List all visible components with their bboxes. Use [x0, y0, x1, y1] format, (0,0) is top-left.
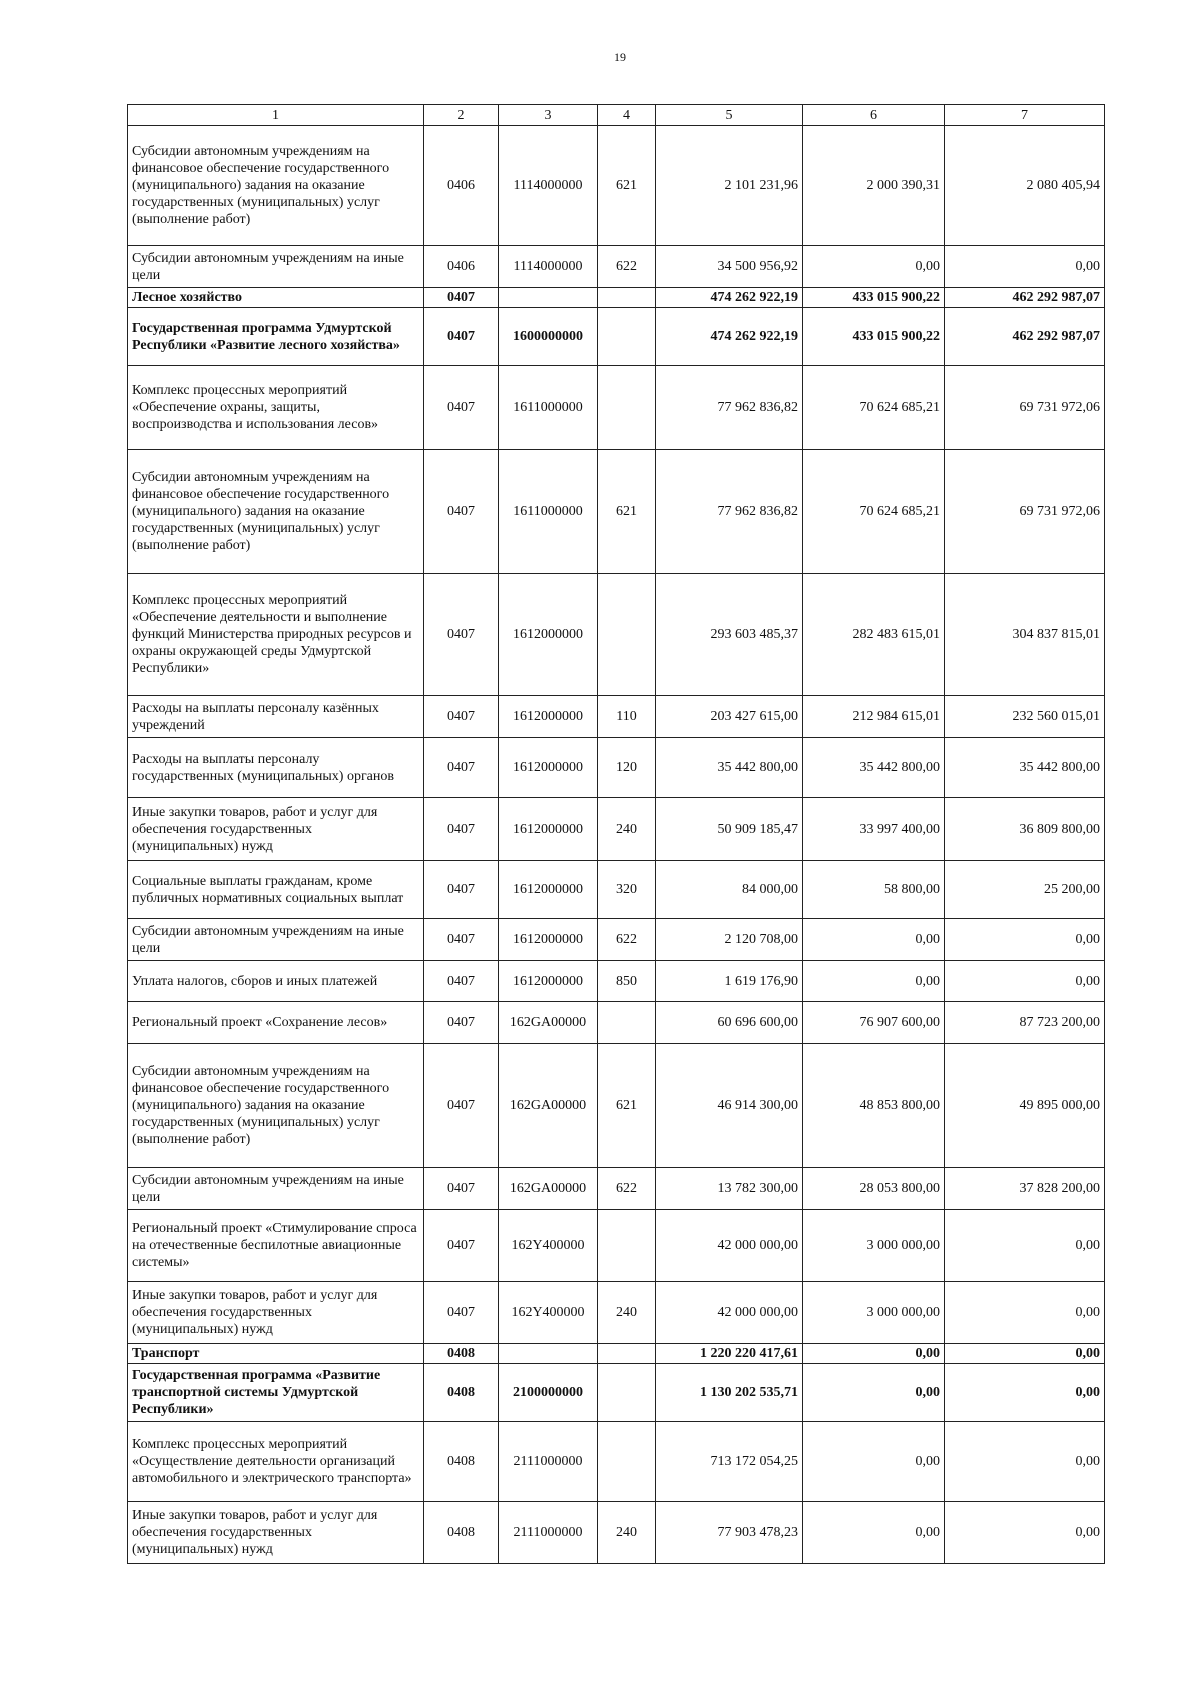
section-code-cell: 0407 [424, 450, 499, 574]
table-row [128, 696, 1105, 738]
target-code-cell: 1612000000 [499, 961, 598, 1002]
section-code-cell: 0408 [424, 1364, 499, 1422]
table-body [128, 126, 1105, 1564]
amount-col7-cell: 37 828 200,00 [945, 1168, 1105, 1210]
row-name-cell: Региональный проект «Сохранение лесов» [128, 1002, 424, 1044]
section-code-cell: 0406 [424, 126, 499, 246]
target-code-cell: 1611000000 [499, 366, 598, 450]
target-code-cell: 1612000000 [499, 574, 598, 696]
table-row [128, 1210, 1105, 1282]
amount-col6-cell: 28 053 800,00 [803, 1168, 945, 1210]
amount-col5-cell: 203 427 615,00 [656, 696, 803, 738]
amount-col7-cell: 232 560 015,01 [945, 696, 1105, 738]
expense-type-cell [598, 1002, 656, 1044]
section-code-cell: 0407 [424, 308, 499, 366]
column-header: 6 [803, 105, 945, 126]
column-header: 5 [656, 105, 803, 126]
table-row [128, 246, 1105, 288]
amount-col7-cell: 0,00 [945, 961, 1105, 1002]
amount-col7-cell: 0,00 [945, 1422, 1105, 1502]
amount-col6-cell: 0,00 [803, 246, 945, 288]
amount-col7-cell: 49 895 000,00 [945, 1044, 1105, 1168]
table-row [128, 861, 1105, 919]
amount-col7-cell: 304 837 815,01 [945, 574, 1105, 696]
table-row [128, 798, 1105, 861]
table-row [128, 1364, 1105, 1422]
amount-col6-cell: 3 000 000,00 [803, 1210, 945, 1282]
row-name-cell: Расходы на выплаты персоналу казённых учреждений [128, 696, 424, 738]
section-code-cell: 0407 [424, 696, 499, 738]
target-code-cell: 162GA00000 [499, 1002, 598, 1044]
expense-type-cell [598, 574, 656, 696]
expense-type-cell: 622 [598, 246, 656, 288]
row-name-cell: Иные закупки товаров, работ и услуг для обеспечения государственных (муниципальных) нужд [128, 1502, 424, 1564]
section-code-cell: 0406 [424, 246, 499, 288]
row-name-cell: Субсидии автономным учреждениям на иные цели [128, 1168, 424, 1210]
target-code-cell: 162Y400000 [499, 1282, 598, 1344]
section-code-cell: 0407 [424, 288, 499, 308]
amount-col6-cell: 0,00 [803, 1344, 945, 1364]
expense-type-cell: 240 [598, 1282, 656, 1344]
section-code-cell: 0407 [424, 1002, 499, 1044]
row-name-cell: Субсидии автономным учреждениям на финансовое обеспечение государственного (муниципального) задания на оказание государственных (муниципальных) услуг (выполнение работ) [128, 1044, 424, 1168]
amount-col5-cell: 77 962 836,82 [656, 450, 803, 574]
section-code-cell: 0408 [424, 1344, 499, 1364]
amount-col7-cell: 25 200,00 [945, 861, 1105, 919]
amount-col6-cell: 3 000 000,00 [803, 1282, 945, 1344]
amount-col6-cell: 33 997 400,00 [803, 798, 945, 861]
section-code-cell: 0407 [424, 738, 499, 798]
expense-type-cell [598, 308, 656, 366]
expense-type-cell [598, 1344, 656, 1364]
amount-col6-cell: 35 442 800,00 [803, 738, 945, 798]
target-code-cell: 1612000000 [499, 696, 598, 738]
amount-col6-cell: 0,00 [803, 1502, 945, 1564]
amount-col6-cell: 76 907 600,00 [803, 1002, 945, 1044]
section-code-cell: 0407 [424, 1282, 499, 1344]
target-code-cell: 1612000000 [499, 738, 598, 798]
amount-col6-cell: 70 624 685,21 [803, 366, 945, 450]
row-name-cell: Региональный проект «Стимулирование спроса на отечественные беспилотные авиационные системы» [128, 1210, 424, 1282]
row-name-cell: Социальные выплаты гражданам, кроме публичных нормативных социальных выплат [128, 861, 424, 919]
table-row [128, 1344, 1105, 1364]
row-name-cell: Государственная программа «Развитие транспортной системы Удмуртской Республики» [128, 1364, 424, 1422]
table-row [128, 1282, 1105, 1344]
row-name-cell: Комплекс процессных мероприятий «Обеспечение охраны, защиты, воспроизводства и использования лесов» [128, 366, 424, 450]
row-name-cell: Транспорт [128, 1344, 424, 1364]
amount-col5-cell: 77 962 836,82 [656, 366, 803, 450]
amount-col5-cell: 77 903 478,23 [656, 1502, 803, 1564]
amount-col7-cell: 0,00 [945, 246, 1105, 288]
expense-type-cell: 850 [598, 961, 656, 1002]
amount-col5-cell: 293 603 485,37 [656, 574, 803, 696]
expense-type-cell: 622 [598, 1168, 656, 1210]
target-code-cell: 162GA00000 [499, 1044, 598, 1168]
amount-col6-cell: 2 000 390,31 [803, 126, 945, 246]
table-row [128, 450, 1105, 574]
table-row [128, 738, 1105, 798]
row-name-cell: Субсидии автономным учреждениям на иные цели [128, 919, 424, 961]
table-row [128, 1502, 1105, 1564]
amount-col5-cell: 2 120 708,00 [656, 919, 803, 961]
target-code-cell: 1600000000 [499, 308, 598, 366]
amount-col7-cell: 35 442 800,00 [945, 738, 1105, 798]
table-row [128, 574, 1105, 696]
amount-col5-cell: 46 914 300,00 [656, 1044, 803, 1168]
section-code-cell: 0407 [424, 961, 499, 1002]
expense-type-cell [598, 1422, 656, 1502]
amount-col7-cell: 69 731 972,06 [945, 366, 1105, 450]
table-row [128, 366, 1105, 450]
amount-col7-cell: 69 731 972,06 [945, 450, 1105, 574]
amount-col5-cell: 42 000 000,00 [656, 1210, 803, 1282]
target-code-cell: 162GA00000 [499, 1168, 598, 1210]
target-code-cell: 1612000000 [499, 798, 598, 861]
section-code-cell: 0407 [424, 574, 499, 696]
row-name-cell: Уплата налогов, сборов и иных платежей [128, 961, 424, 1002]
amount-col6-cell: 212 984 615,01 [803, 696, 945, 738]
amount-col5-cell: 34 500 956,92 [656, 246, 803, 288]
target-code-cell: 2100000000 [499, 1364, 598, 1422]
section-code-cell: 0408 [424, 1422, 499, 1502]
target-code-cell: 1114000000 [499, 246, 598, 288]
amount-col5-cell: 1 619 176,90 [656, 961, 803, 1002]
target-code-cell: 2111000000 [499, 1422, 598, 1502]
row-name-cell: Субсидии автономным учреждениям на иные цели [128, 246, 424, 288]
amount-col7-cell: 462 292 987,07 [945, 288, 1105, 308]
row-name-cell: Субсидии автономным учреждениям на финансовое обеспечение государственного (муниципального) задания на оказание государственных (муниципальных) услуг (выполнение работ) [128, 126, 424, 246]
expense-type-cell [598, 366, 656, 450]
target-code-cell: 1612000000 [499, 861, 598, 919]
amount-col6-cell: 433 015 900,22 [803, 288, 945, 308]
amount-col5-cell: 84 000,00 [656, 861, 803, 919]
expense-type-cell: 110 [598, 696, 656, 738]
row-name-cell: Субсидии автономным учреждениям на финансовое обеспечение государственного (муниципального) задания на оказание государственных (муниципальных) услуг (выполнение работ) [128, 450, 424, 574]
amount-col7-cell: 462 292 987,07 [945, 308, 1105, 366]
table-row [128, 126, 1105, 246]
expense-type-cell [598, 288, 656, 308]
row-name-cell: Лесное хозяйство [128, 288, 424, 308]
header-row [128, 105, 1105, 126]
expense-type-cell: 120 [598, 738, 656, 798]
expense-type-cell: 320 [598, 861, 656, 919]
table-row [128, 288, 1105, 308]
amount-col6-cell: 0,00 [803, 1364, 945, 1422]
row-name-cell: Иные закупки товаров, работ и услуг для обеспечения государственных (муниципальных) нужд [128, 798, 424, 861]
amount-col7-cell: 0,00 [945, 1364, 1105, 1422]
section-code-cell: 0407 [424, 919, 499, 961]
target-code-cell: 2111000000 [499, 1502, 598, 1564]
amount-col6-cell: 0,00 [803, 1422, 945, 1502]
amount-col6-cell: 48 853 800,00 [803, 1044, 945, 1168]
amount-col5-cell: 474 262 922,19 [656, 308, 803, 366]
amount-col7-cell: 2 080 405,94 [945, 126, 1105, 246]
expense-type-cell [598, 1210, 656, 1282]
table-row [128, 1422, 1105, 1502]
amount-col6-cell: 0,00 [803, 961, 945, 1002]
expense-type-cell: 621 [598, 126, 656, 246]
amount-col6-cell: 0,00 [803, 919, 945, 961]
target-code-cell: 162Y400000 [499, 1210, 598, 1282]
table-row [128, 308, 1105, 366]
expense-type-cell: 621 [598, 1044, 656, 1168]
target-code-cell: 1114000000 [499, 126, 598, 246]
expense-type-cell: 622 [598, 919, 656, 961]
amount-col5-cell: 13 782 300,00 [656, 1168, 803, 1210]
column-header: 1 [128, 105, 424, 126]
amount-col5-cell: 474 262 922,19 [656, 288, 803, 308]
expense-type-cell: 240 [598, 1502, 656, 1564]
table-row [128, 1168, 1105, 1210]
amount-col7-cell: 0,00 [945, 919, 1105, 961]
amount-col6-cell: 433 015 900,22 [803, 308, 945, 366]
amount-col5-cell: 42 000 000,00 [656, 1282, 803, 1344]
amount-col7-cell: 0,00 [945, 1210, 1105, 1282]
target-code-cell: 1612000000 [499, 919, 598, 961]
expense-type-cell: 621 [598, 450, 656, 574]
amount-col7-cell: 0,00 [945, 1502, 1105, 1564]
row-name-cell: Расходы на выплаты персоналу государственных (муниципальных) органов [128, 738, 424, 798]
amount-col5-cell: 2 101 231,96 [656, 126, 803, 246]
row-name-cell: Комплекс процессных мероприятий «Обеспечение деятельности и выполнение функций Министерства природных ресурсов и охраны окружающей среды Удмуртской Республики» [128, 574, 424, 696]
table-row [128, 1044, 1105, 1168]
column-header: 3 [499, 105, 598, 126]
table-row [128, 919, 1105, 961]
section-code-cell: 0408 [424, 1502, 499, 1564]
amount-col7-cell: 36 809 800,00 [945, 798, 1105, 861]
target-code-cell [499, 288, 598, 308]
amount-col5-cell: 1 130 202 535,71 [656, 1364, 803, 1422]
expense-type-cell [598, 1364, 656, 1422]
amount-col5-cell: 60 696 600,00 [656, 1002, 803, 1044]
amount-col5-cell: 50 909 185,47 [656, 798, 803, 861]
column-header: 2 [424, 105, 499, 126]
target-code-cell: 1611000000 [499, 450, 598, 574]
amount-col7-cell: 0,00 [945, 1344, 1105, 1364]
column-header: 7 [945, 105, 1105, 126]
row-name-cell: Государственная программа Удмуртской Республики «Развитие лесного хозяйства» [128, 308, 424, 366]
amount-col5-cell: 1 220 220 417,61 [656, 1344, 803, 1364]
amount-col6-cell: 282 483 615,01 [803, 574, 945, 696]
table-row [128, 1002, 1105, 1044]
page-number: 19 [614, 50, 626, 64]
amount-col6-cell: 70 624 685,21 [803, 450, 945, 574]
section-code-cell: 0407 [424, 366, 499, 450]
amount-col7-cell: 0,00 [945, 1282, 1105, 1344]
section-code-cell: 0407 [424, 798, 499, 861]
table-row [128, 961, 1105, 1002]
section-code-cell: 0407 [424, 861, 499, 919]
amount-col5-cell: 35 442 800,00 [656, 738, 803, 798]
amount-col7-cell: 87 723 200,00 [945, 1002, 1105, 1044]
section-code-cell: 0407 [424, 1168, 499, 1210]
column-header: 4 [598, 105, 656, 126]
row-name-cell: Иные закупки товаров, работ и услуг для обеспечения государственных (муниципальных) нужд [128, 1282, 424, 1344]
budget-table [127, 104, 1105, 1564]
row-name-cell: Комплекс процессных мероприятий «Осуществление деятельности организаций автомобильного и электрического транспорта» [128, 1422, 424, 1502]
section-code-cell: 0407 [424, 1210, 499, 1282]
amount-col5-cell: 713 172 054,25 [656, 1422, 803, 1502]
section-code-cell: 0407 [424, 1044, 499, 1168]
expense-type-cell: 240 [598, 798, 656, 861]
amount-col6-cell: 58 800,00 [803, 861, 945, 919]
target-code-cell [499, 1344, 598, 1364]
